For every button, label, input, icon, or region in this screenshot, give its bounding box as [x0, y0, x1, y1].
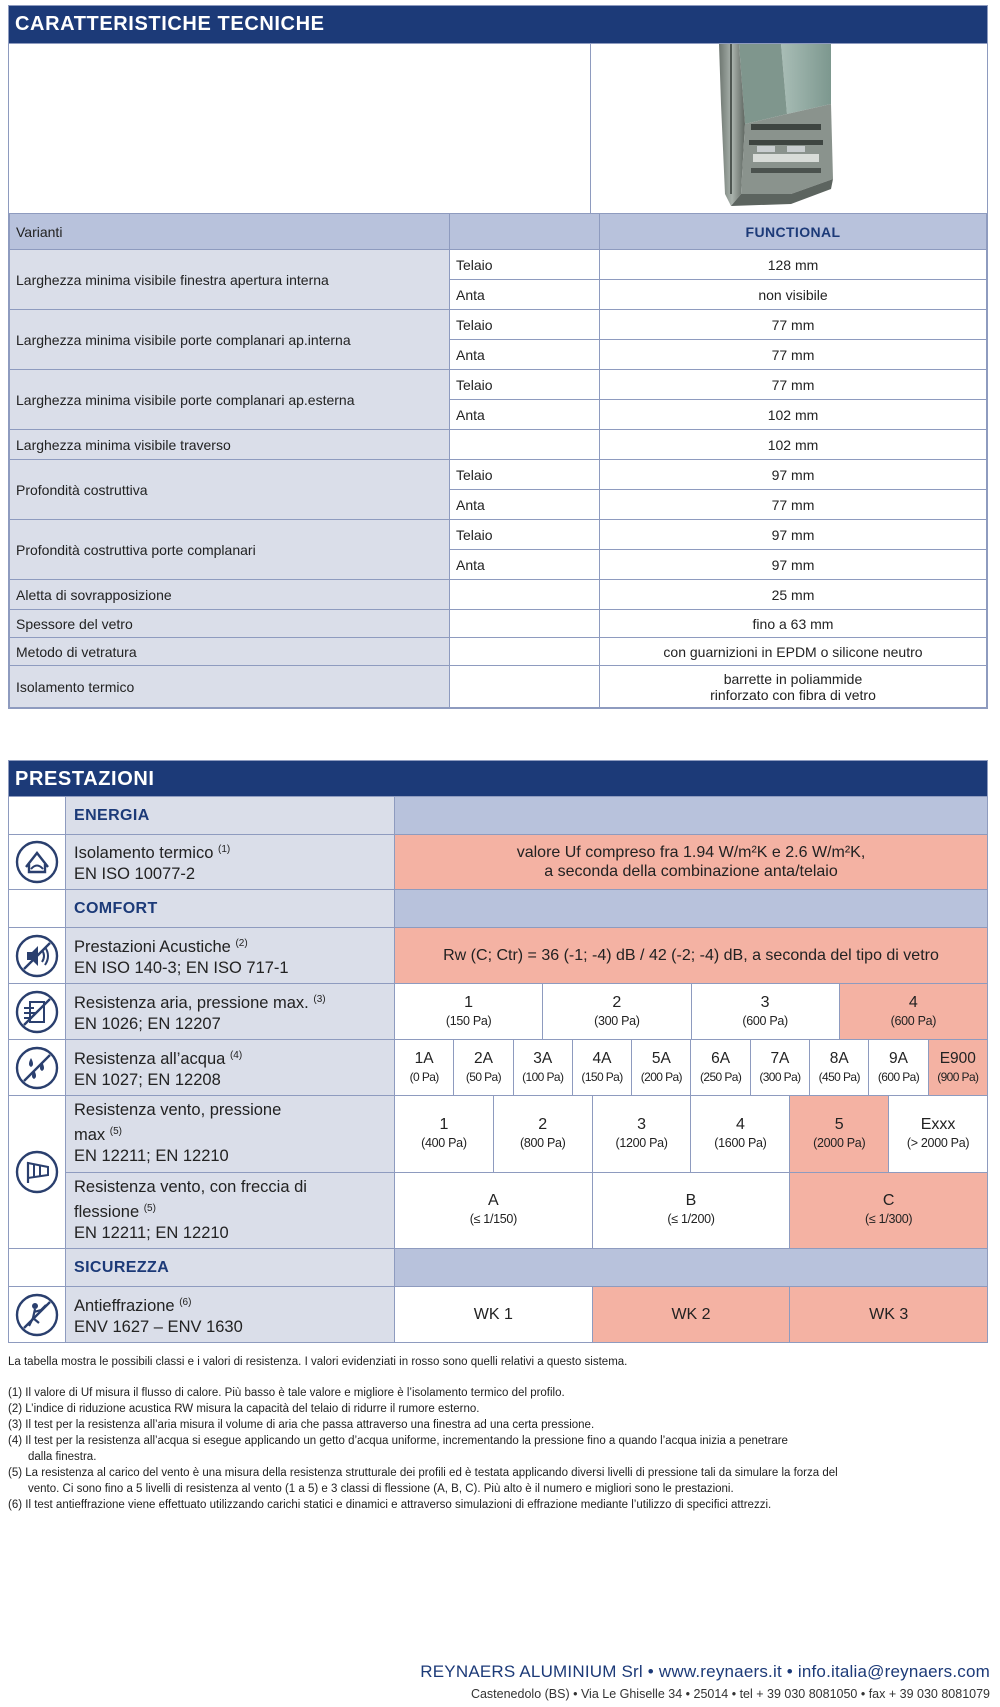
variants-sub [450, 214, 600, 250]
class-pressure: (450 Pa) [818, 1069, 860, 1084]
class-code: 9A [889, 1049, 908, 1067]
water-class-cell [928, 1040, 987, 1095]
tech-row [10, 666, 987, 708]
acoustic-icon [9, 928, 66, 983]
tech-row-value: 128 mm [600, 250, 987, 280]
tech-header-row [10, 214, 987, 250]
wind-label-2: max [74, 1126, 106, 1145]
section-comfort [9, 889, 987, 927]
tech-row [10, 370, 987, 400]
class-pressure: (2000 Pa) [813, 1135, 866, 1150]
tech-row-sub [450, 580, 600, 610]
tech-row-value: 97 mm [600, 550, 987, 580]
class-code: 3 [637, 1115, 647, 1133]
tech-row [10, 460, 987, 490]
perf-section [8, 760, 988, 1343]
wind-class-cell [789, 1096, 888, 1172]
tech-row-value: non visibile [600, 280, 987, 310]
tech-row-value: 97 mm [600, 520, 987, 550]
class-code: E900 [939, 1049, 976, 1067]
footnote-4: (4) Il test per la resistenza all’acqua si esegue applicando un getto d’acqua uniforme, incrementando la pressione fino a quando l’acqua inizia a penetrare [8, 1435, 788, 1447]
tech-row-value: 25 mm [600, 580, 987, 610]
burglar-class-cell [592, 1287, 790, 1342]
water-class-cell [809, 1040, 868, 1095]
tech-row-sub [450, 430, 600, 460]
flex-class-cell [592, 1173, 790, 1249]
class-pressure: (1200 Pa) [615, 1135, 668, 1150]
air-class-cell [542, 984, 690, 1039]
thermal-label: Isolamento termico [74, 844, 214, 862]
class-code: 1 [464, 993, 474, 1011]
wind-class-cell [888, 1096, 987, 1172]
tech-row-sub: Anta [450, 550, 600, 580]
class-pressure: (≤ 1/200) [667, 1212, 715, 1227]
class-pressure: (0 Pa) [409, 1069, 439, 1084]
class-code: 5A [651, 1049, 671, 1067]
footer [420, 1662, 990, 1701]
class-code: Exxx [920, 1115, 956, 1133]
tech-section [8, 5, 988, 709]
tech-row-value: fino a 63 mm [600, 610, 987, 638]
tech-row-value: 77 mm [600, 490, 987, 520]
water-std: EN 1027; EN 12208 [74, 1070, 221, 1089]
tech-row-label: Metodo di vetratura [10, 638, 450, 666]
footnote-1: (1) Il valore di Uf misura il flusso di calore. Più basso è tale valore e migliore è l’isolamento termico del profilo. [8, 1387, 565, 1399]
water-icon [9, 1040, 66, 1095]
section-label: ENERGIA [66, 797, 395, 834]
water-class-cell [690, 1040, 749, 1095]
class-pressure: (600 Pa) [890, 1013, 937, 1028]
tech-row-label: Larghezza minima visibile finestra apertura interna [10, 250, 450, 310]
acoustic-label: Prestazioni Acustiche [74, 937, 231, 956]
variants-label: Varianti [10, 214, 450, 250]
tech-row-value: 77 mm [600, 340, 987, 370]
tech-row-value: 77 mm [600, 370, 987, 400]
flex-class-cell [395, 1173, 592, 1249]
tech-row-label: Isolamento termico [10, 666, 450, 708]
class-code: 4 [735, 1115, 745, 1133]
acoustic-std: EN ISO 140-3; EN ISO 717-1 [74, 958, 289, 977]
tech-row-label: Larghezza minima visibile porte complanari ap.interna [10, 310, 450, 370]
class-pressure: (300 Pa) [759, 1069, 801, 1084]
class-code: 4 [908, 993, 918, 1011]
tech-row-value: barrette in poliammide rinforzato con fibra di vetro [600, 666, 987, 708]
class-code: WK 2 [671, 1306, 711, 1323]
flex-class-cell [789, 1173, 987, 1249]
air-label: Resistenza aria, pressione max. [74, 993, 309, 1012]
class-code: WK 3 [869, 1306, 909, 1323]
class-pressure: (≤ 1/150) [469, 1212, 517, 1227]
class-pressure: (50 Pa) [465, 1069, 502, 1084]
tech-row-label: Profondità costruttiva porte complanari [10, 520, 450, 580]
footnote-4-cont: dalla finestra. [28, 1451, 97, 1463]
burglar-icon [9, 1287, 66, 1342]
section-sicurezza [9, 1248, 987, 1286]
thermal-std: EN ISO 10077-2 [74, 865, 196, 883]
thermal-icon [9, 835, 66, 889]
class-code: WK 1 [473, 1306, 513, 1323]
tech-row [10, 250, 987, 280]
burglar-class-cell [395, 1287, 592, 1342]
tech-row-sub [450, 638, 600, 666]
class-pressure: (600 Pa) [742, 1013, 788, 1028]
footnote-6: (6) Il test antieffrazione viene effettuato utilizzando carichi statici e dinamici e attraverso simulazioni di effrazione mediante l’utilizzo di specifici attrezzi. [8, 1499, 772, 1511]
wind-icon [9, 1096, 66, 1248]
class-pressure: (100 Pa) [522, 1069, 564, 1084]
wind-class-cell [493, 1096, 592, 1172]
burglar-std: ENV 1627 – ENV 1630 [74, 1317, 243, 1336]
tech-row-label: Aletta di sovrapposizione [10, 580, 450, 610]
water-label: Resistenza all’acqua [74, 1049, 226, 1068]
class-code: 5 [834, 1115, 844, 1133]
class-pressure: (250 Pa) [700, 1069, 742, 1084]
footnote-3: (3) Il test per la resistenza all’aria misura il volume di aria che passa attraverso una finestra ad una certa pressione. [8, 1419, 595, 1431]
row-wind-group [9, 1095, 987, 1248]
class-code: 1A [414, 1049, 434, 1067]
flex-std: EN 12211; EN 12210 [74, 1223, 229, 1242]
class-pressure: (600 Pa) [877, 1069, 920, 1084]
wind-class-cell [395, 1096, 493, 1172]
class-pressure: (200 Pa) [640, 1069, 682, 1084]
variant-name: FUNCTIONAL [600, 214, 987, 250]
class-code: 3A [533, 1049, 553, 1067]
water-class-cell [572, 1040, 631, 1095]
tech-row [10, 430, 987, 460]
tech-row-label: Spessore del vetro [10, 610, 450, 638]
tech-row [10, 580, 987, 610]
wind-std: EN 12211; EN 12210 [74, 1147, 229, 1166]
tech-row-value: 97 mm [600, 460, 987, 490]
tech-row [10, 610, 987, 638]
class-code: C [882, 1192, 895, 1210]
tech-row-value: con guarnizioni in EPDM o silicone neutro [600, 638, 987, 666]
tech-table [9, 213, 987, 708]
water-class-cell [631, 1040, 690, 1095]
thermal-value: valore Uf compreso fra 1.94 W/m²K e 2.6 W/m²K, a seconda della combinazione anta/telaio [395, 835, 987, 889]
class-pressure: (1600 Pa) [714, 1135, 767, 1150]
air-icon [9, 984, 66, 1039]
tech-row [10, 310, 987, 340]
perf-title: PRESTAZIONI [9, 761, 987, 796]
air-std: EN 1026; EN 12207 [74, 1014, 221, 1033]
image-row [9, 43, 987, 213]
row-burglar: Antieffrazione $^{(6)}$ ENV 1627 – ENV 1630 WK 1 WK 2 WK 3 [9, 1286, 987, 1342]
section-label: COMFORT [66, 890, 395, 927]
class-code: 6A [711, 1049, 731, 1067]
water-class-cell [395, 1040, 453, 1095]
footnote-2: (2) L’indice di riduzione acustica RW misura la capacità del telaio di ridurre il rumore esterno. [8, 1403, 480, 1415]
tech-row-sub: Telaio [450, 310, 600, 340]
wind-label-1: Resistenza vento, pressione [74, 1101, 282, 1120]
wind-class-cell [592, 1096, 691, 1172]
burglar-label: Antieffrazione [74, 1296, 175, 1315]
row-wind: Resistenza vento, pressione max $^{(5)}$ EN 12211; EN 12210 1 (400 Pa) 2 (800 Pa) 3 (1200 Pa) 4 (1600 Pa) 5 (2000 Pa) Exxx (> 2000 Pa) [66, 1096, 987, 1172]
class-code: 4A [592, 1049, 612, 1067]
tech-row-sub: Telaio [450, 520, 600, 550]
tech-row-sub: Telaio [450, 250, 600, 280]
water-class-cell [513, 1040, 572, 1095]
air-class-cell [395, 984, 542, 1039]
company-address: Castenedolo (BS) • Via Le Ghiselle 34 • 25014 • tel + 39 030 8081050 • fax + 39 030 8081079 [470, 1687, 990, 1701]
class-code: B [685, 1192, 697, 1210]
wind-class-cell [690, 1096, 789, 1172]
tech-row [10, 638, 987, 666]
air-class-cell [691, 984, 839, 1039]
row-acoustic: Prestazioni Acustiche $^{(2)}$ EN ISO 140-3; EN ISO 717-1 Rw (C; Ctr) = 36 (-1; -4) dB / 42 (-2; -4) dB, a seconda del tipo di vetro [9, 927, 987, 983]
class-pressure: (≤ 1/300) [865, 1212, 913, 1227]
profile-section-image [591, 44, 987, 213]
tech-row-sub: Telaio [450, 460, 600, 490]
row-thermal: Isolamento termico $^{(1)}$ EN ISO 10077-2 valore Uf compreso fra 1.94 W/m²K e 2.6 W/m²K, a seconda della combinazione anta/telaio [9, 834, 987, 889]
water-class-cell [868, 1040, 927, 1095]
class-code: A [488, 1192, 499, 1210]
class-code: 1 [439, 1115, 449, 1133]
class-pressure: (300 Pa) [594, 1013, 640, 1028]
tech-row-sub: Anta [450, 490, 600, 520]
burglar-class-cell [789, 1287, 987, 1342]
tech-row-label: Profondità costruttiva [10, 460, 450, 520]
flex-label-1: Resistenza vento, con freccia di [74, 1177, 307, 1196]
footnote-5: (5) La resistenza al carico del vento è una misura della resistenza strutturale dei profili ed è testata applicando diversi livelli di pressione tali da simulare la forza del [8, 1467, 838, 1479]
tech-row-label: Larghezza minima visibile porte complanari ap.esterna [10, 370, 450, 430]
tech-row [10, 520, 987, 550]
air-class-cell [839, 984, 987, 1039]
class-pressure: (800 Pa) [519, 1135, 566, 1150]
tech-row-sub: Anta [450, 340, 600, 370]
row-flex: Resistenza vento, con freccia di flessione $^{(5)}$ EN 12211; EN 12210 A (≤ 1/150) B (≤ 1/200) C (≤ 1/300) [66, 1172, 987, 1249]
water-class-cell [453, 1040, 512, 1095]
notes [8, 1354, 990, 1513]
row-air: Resistenza aria, pressione max. $^{(3)}$ EN 1026; EN 12207 1 (150 Pa) 2 (300 Pa) 3 (600 Pa) 4 (600 Pa) [9, 983, 987, 1039]
tech-row-sub [450, 610, 600, 638]
class-code: 8A [829, 1049, 849, 1067]
tech-row-value: 77 mm [600, 310, 987, 340]
flex-label-2: flessione [74, 1202, 140, 1221]
tech-row-value: 102 mm [600, 400, 987, 430]
class-pressure: (> 2000 Pa) [906, 1135, 970, 1150]
tech-row-sub [450, 666, 600, 708]
class-code: 2 [538, 1115, 548, 1133]
class-code: 3 [760, 993, 770, 1011]
tech-title: CARATTERISTICHE TECNICHE [9, 6, 987, 43]
notes-intro: La tabella mostra le possibili classi e i valori di resistenza. I valori evidenziati in rosso sono quelli relativi a questo sistema. [8, 1356, 628, 1368]
section-label: SICUREZZA [66, 1249, 395, 1286]
tech-row-sub: Telaio [450, 370, 600, 400]
class-pressure: (150 Pa) [445, 1013, 492, 1028]
class-code: 7A [770, 1049, 790, 1067]
tech-row-label: Larghezza minima visibile traverso [10, 430, 450, 460]
tech-row-sub: Anta [450, 400, 600, 430]
tech-row-value: 102 mm [600, 430, 987, 460]
acoustic-value: Rw (C; Ctr) = 36 (-1; -4) dB / 42 (-2; -4) dB, a seconda del tipo di vetro [395, 928, 987, 983]
row-water: Resistenza all’acqua $^{(4)}$ EN 1027; EN 12208 1A (0 Pa) 2A (50 Pa) 3A (100 Pa) 4A (150 Pa) 5A (200 Pa) 6A (250 Pa) 7A (300 Pa) 8A (450 Pa) 9A (600 Pa) E900 (900 Pa) [9, 1039, 987, 1095]
class-pressure: (900 Pa) [937, 1069, 979, 1084]
class-pressure: (150 Pa) [581, 1069, 623, 1084]
tech-row-sub: Anta [450, 280, 600, 310]
water-class-cell [750, 1040, 809, 1095]
company-contacts: REYNAERS ALUMINIUM Srl • www.reynaers.it • info.italia@reynaers.com [420, 1662, 990, 1681]
footnote-5-cont: vento. Ci sono fino a 5 livelli di resistenza al vento (1 a 5) e 3 classi di flessione (A, B, C). Più alto è il numero e migliori sono le prestazioni. [28, 1483, 734, 1495]
class-code: 2 [612, 993, 622, 1011]
section-energia [9, 796, 987, 834]
class-pressure: (400 Pa) [421, 1135, 467, 1150]
class-code: 2A [473, 1049, 493, 1067]
